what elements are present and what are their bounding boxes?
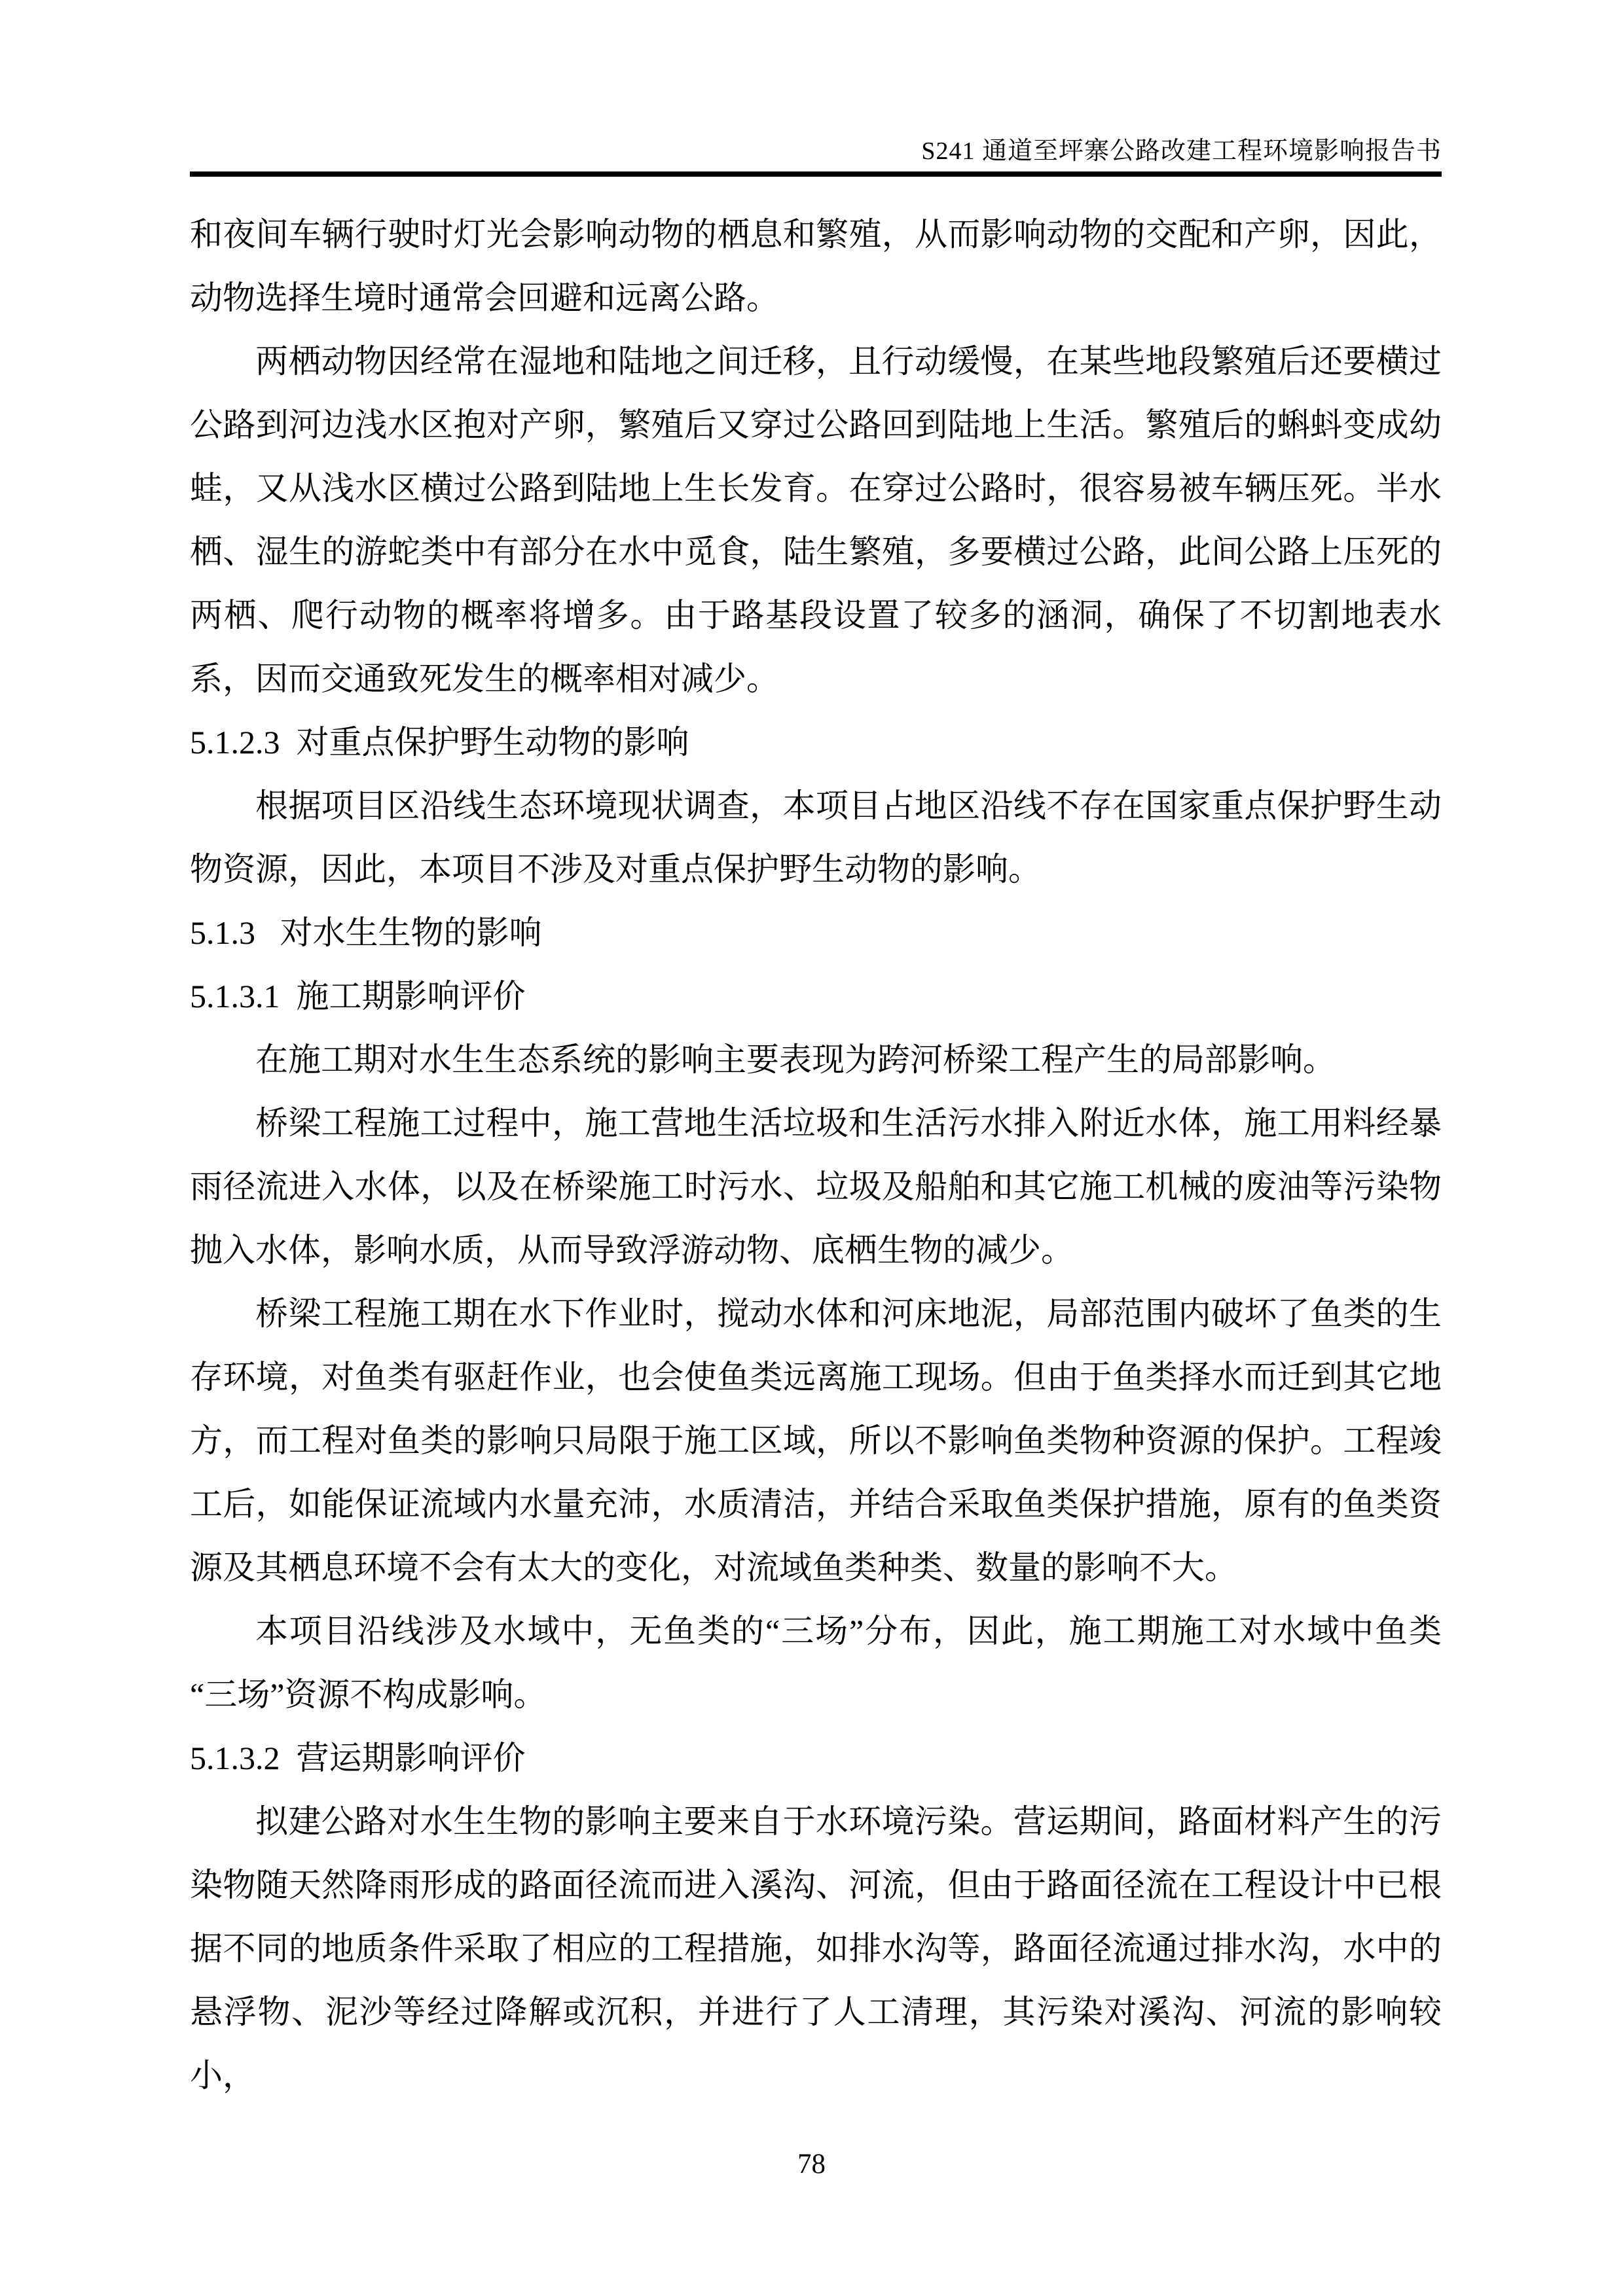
section-heading: 5.1.3.2 营运期影响评价 xyxy=(190,1740,526,1776)
header-rule xyxy=(190,171,1442,177)
section-heading: 5.1.3 对水生生物的影响 xyxy=(190,914,542,951)
section-heading: 5.1.2.3 对重点保护野生动物的影响 xyxy=(190,724,689,761)
paragraph: 桥梁工程施工过程中，施工营地生活垃圾和生活污水排入附近水体，施工用料经暴雨径流进入水体，以及在桥梁施工时污水、垃圾及船舶和其它施工机械的废油等污染物抛入水体，影响水质，从而导致浮游动物、底栖生物的减少。 xyxy=(190,1105,1442,1268)
page-number: 78 xyxy=(797,2149,826,2179)
paragraph: 本项目沿线涉及水域中，无鱼类的“三场”分布，因此，施工期施工对水域中鱼类“三场”资源不构成影响。 xyxy=(190,1613,1442,1713)
paragraph: 在施工期对水生生态系统的影响主要表现为跨河桥梁工程产生的局部影响。 xyxy=(255,1041,1336,1078)
page-header-title: S241 通道至坪寨公路改建工程环境影响报告书 xyxy=(921,137,1442,165)
paragraph: 根据项目区沿线生态环境现状调查，本项目占地区沿线不存在国家重点保护野生动物资源，因此，本项目不涉及对重点保护野生动物的影响。 xyxy=(190,787,1442,888)
paragraph: 两栖动物因经常在湿地和陆地之间迁移，且行动缓慢，在某些地段繁殖后还要横过公路到河边浅水区抱对产卵，繁殖后又穿过公路回到陆地上生活。繁殖后的蝌蚪变成幼蛙，又从浅水区横过公路到陆地上生长发育。在穿过公路时，很容易被车辆压死。半水栖、湿生的游蛇类中有部分在水中觅食，陆生繁殖，多要横过公路，此间公路上压死的两栖、爬行动物的概率将增多。由于路基段设置了较多的涵洞，确保了不切割地表水系，因而交通致死发生的概率相对减少。 xyxy=(190,343,1442,697)
section-heading: 5.1.3.1 施工期影响评价 xyxy=(190,978,526,1014)
paragraph: 桥梁工程施工期在水下作业时，搅动水体和河床地泥，局部范围内破坏了鱼类的生存环境，对鱼类有驱赶作业，也会使鱼类远离施工现场。但由于鱼类择水而迁到其它地方，而工程对鱼类的影响只局限于施工区域，所以不影响鱼类物种资源的保护。工程竣工后，如能保证流域内水量充沛，水质清洁，并结合采取鱼类保护措施，原有的鱼类资源及其栖息环境不会有太大的变化，对流域鱼类种类、数量的影响不大。 xyxy=(190,1295,1442,1586)
paragraph: 和夜间车辆行驶时灯光会影响动物的栖息和繁殖，从而影响动物的交配和产卵，因此，动物选择生境时通常会回避和远离公路。 xyxy=(190,216,1442,316)
document-body xyxy=(190,203,1442,2108)
paragraph: 拟建公路对水生生物的影响主要来自于水环境污染。营运期间，路面材料产生的污染物随天然降雨形成的路面径流而进入溪沟、河流，但由于路面径流在工程设计中已根据不同的地质条件采取了相应的工程措施，如排水沟等，路面径流通过排水沟，水中的悬浮物、泥沙等经过降解或沉积，并进行了人工清理，其污染对溪沟、河流的影响较小， xyxy=(190,1803,1442,2094)
